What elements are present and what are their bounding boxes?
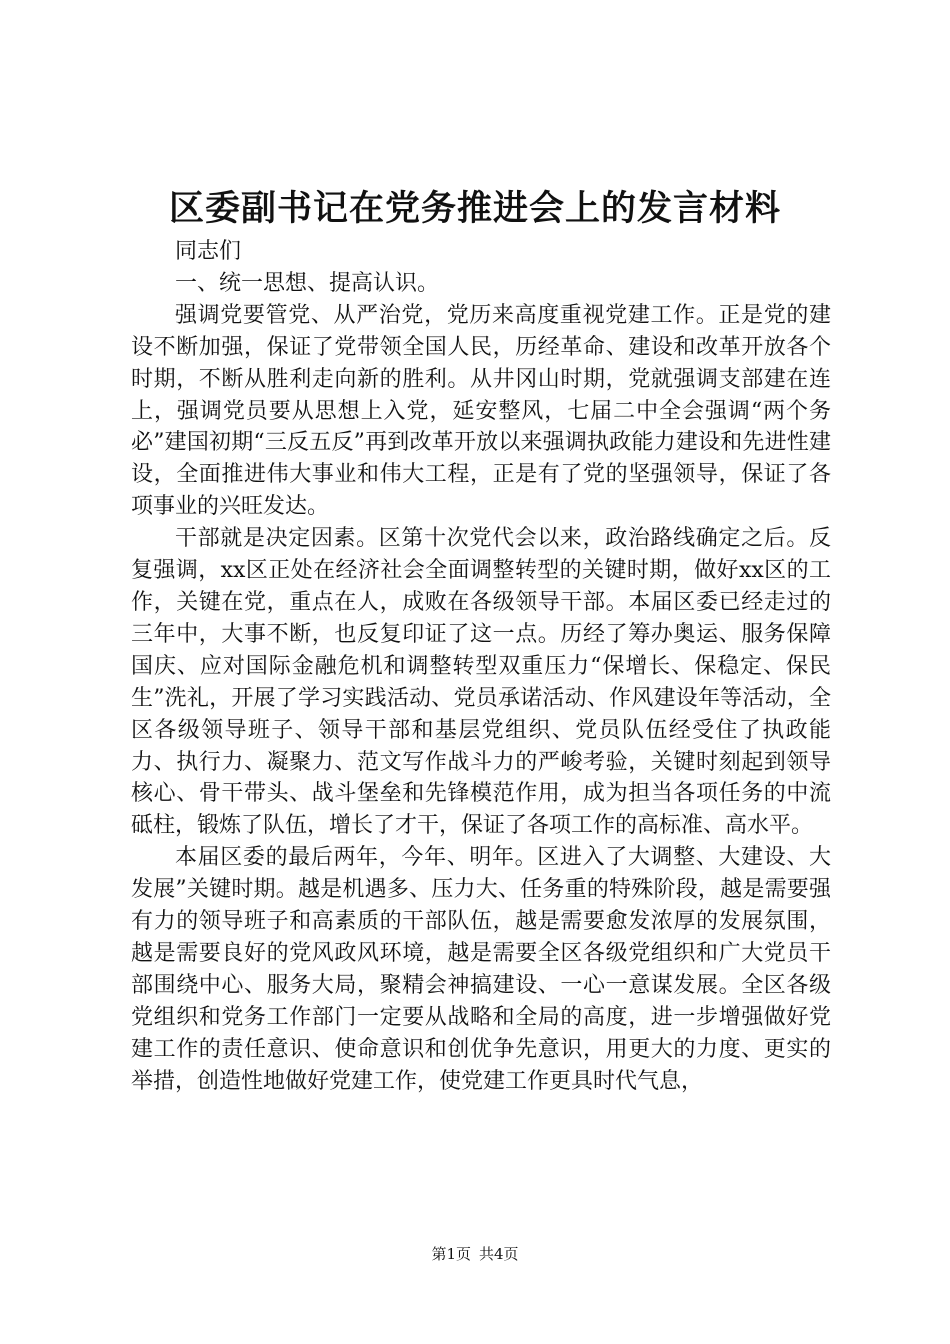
page-footer [0, 1243, 950, 1265]
page-total: 共4页 [479, 1245, 519, 1263]
document-body [131, 236, 831, 1097]
document-title: 区委副书记在党务推进会上的发言材料 [168, 188, 781, 229]
body-paragraph: 本届区委的最后两年，今年、明年。区进入了大调整、大建设、大发展”关键时期。越是机遇多、压力大、任务重的特殊阶段，越是需要强有力的领导班子和高素质的干部队伍，越是需要愈发浓厚的发展氛围，越是需要良好的党风政风环境，越是需要全区各级党组织和广大党员干部围绕中心、服务大局，聚精会神搞建设、一心一意谋发展。全区各级党组织和党务工作部门一定要从战略和全局的高度，进一步增强做好党建工作的责任意识、使命意识和创优争先意识，用更大的力度、更实的举措，创造性地做好党建工作，使党建工作更具时代气息， [131, 845, 831, 1094]
section-heading: 一、统一思想、提高认识。 [175, 270, 440, 296]
body-paragraph: 干部就是决定因素。区第十次党代会以来，政治路线确定之后。反复强调，xx区正处在经济社会全面调整转型的关键时期，做好xx区的工作，关键在党，重点在人，成败在各级领导干部。本届区委已经走过的三年中，大事不断，也反复印证了这一点。历经了筹办奥运、服务保障国庆、应对国际金融危机和调整转型双重压力“保增长、保稳定、保民生”洗礼，开展了学习实践活动、党员承诺活动、作风建设年等活动，全区各级领导班子、领导干部和基层党组织、党员队伍经受住了执政能力、执行力、凝聚力、范文写作战斗力的严峻考验，关键时刻起到领导核心、骨干带头、战斗堡垒和先锋模范作用，成为担当各项任务的中流砥柱，锻炼了队伍，增长了才干，保证了各项工作的高标准、高水平。 [131, 526, 831, 839]
page-number: 第1页 [431, 1245, 471, 1263]
body-paragraph: 强调党要管党、从严治党，党历来高度重视党建工作。正是党的建设不断加强，保证了党带领全国人民，历经革命、建设和改革开放各个时期，不断从胜利走向新的胜利。从井冈山时期，党就强调支部建在连上，强调党员要从思想上入党，延安整风，七届二中全会强调“两个务必”建国初期“三反五反”再到改革开放以来强调执政能力建设和先进性建设，全面推进伟大事业和伟大工程，正是有了党的坚强领导，保证了各项事业的兴旺发达。 [131, 302, 831, 520]
salutation-paragraph: 同志们 [175, 239, 242, 264]
